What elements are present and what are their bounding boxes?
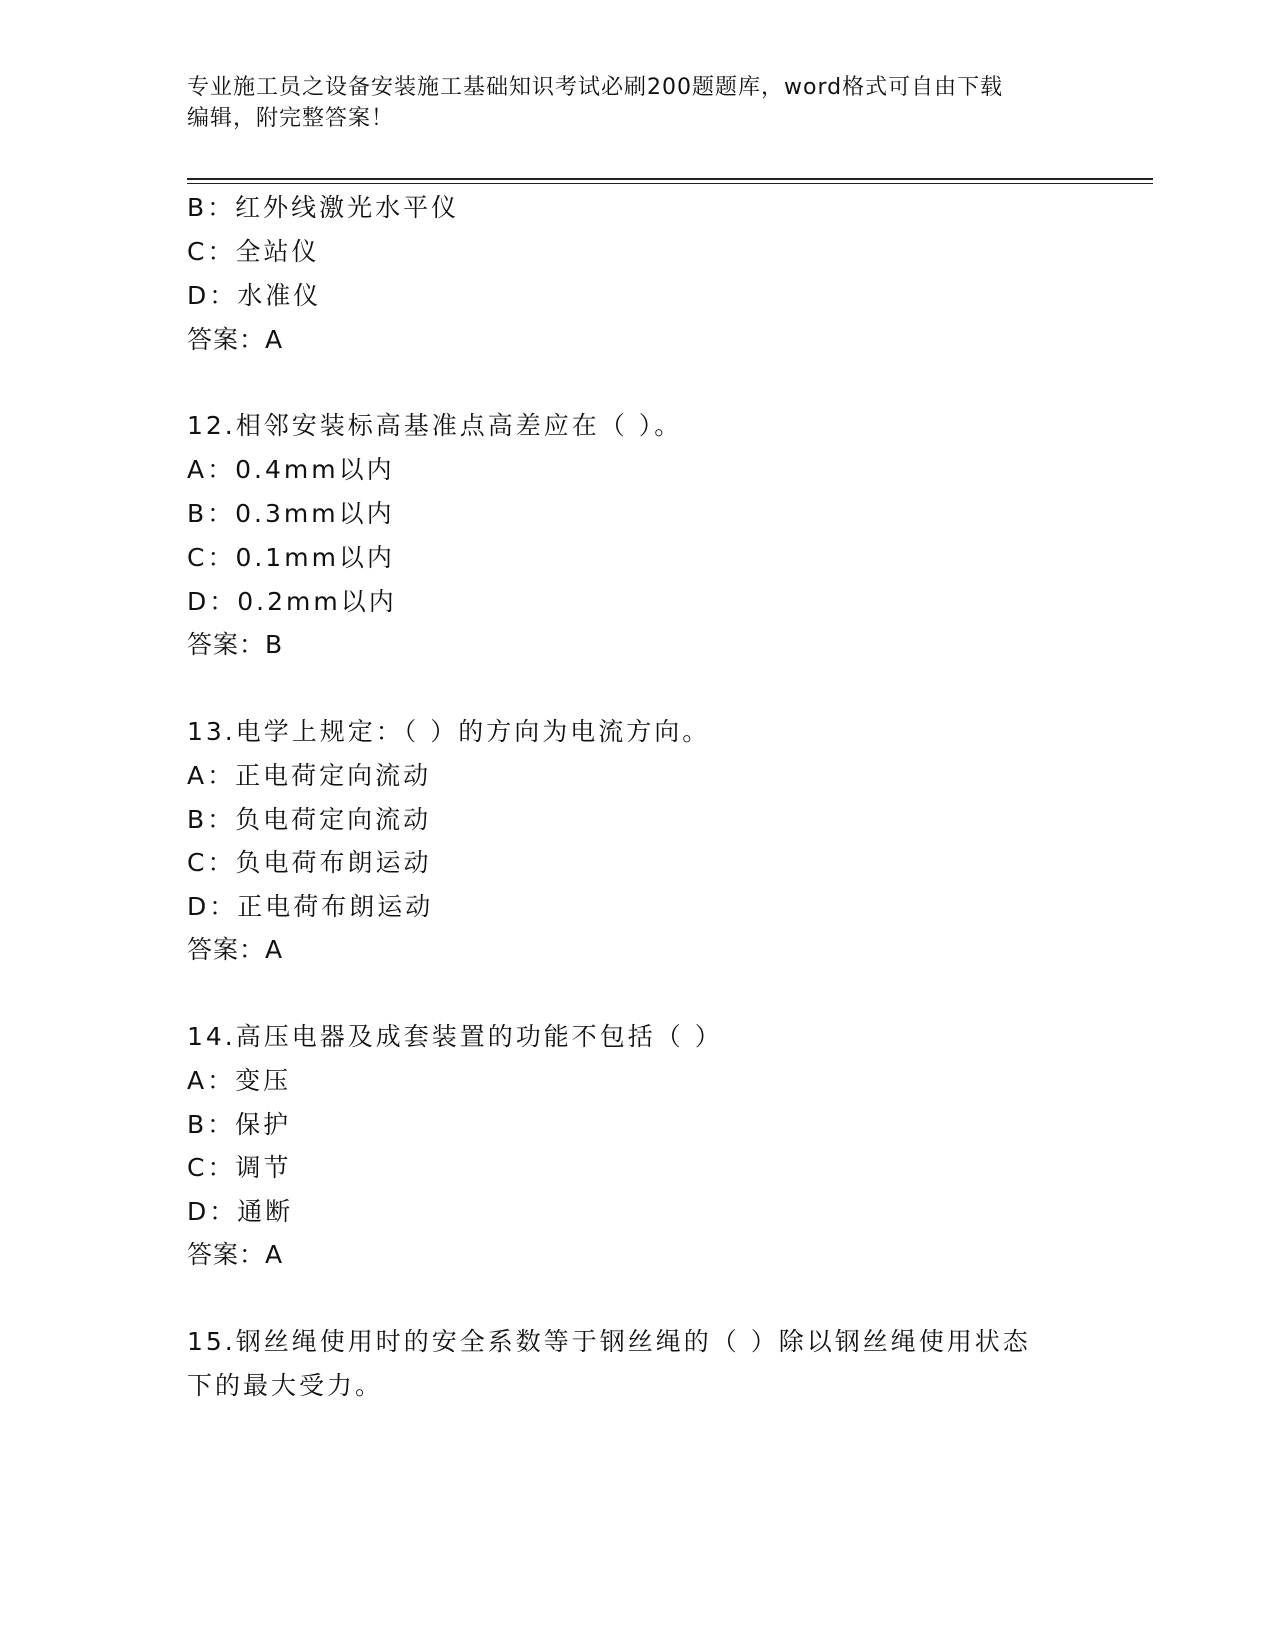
header-line-2: 编辑，附完整答案！ bbox=[187, 106, 395, 131]
header-divider-thin bbox=[187, 183, 1153, 184]
q11-answer: 答案：A bbox=[187, 325, 284, 354]
page-header bbox=[187, 72, 1067, 134]
q13-stem: 13.电学上规定：（ ）的方向为电流方向。 bbox=[187, 717, 711, 746]
q12-option-c: C：0.1mm以内 bbox=[187, 543, 395, 572]
q15-stem-line-1: 15.钢丝绳使用时的安全系数等于钢丝绳的（ ）除以钢丝绳使用状态 bbox=[187, 1327, 1031, 1356]
q14-stem: 14.高压电器及成套装置的功能不包括（ ） bbox=[187, 1022, 723, 1051]
q14-option-d: D：通断 bbox=[187, 1197, 294, 1226]
q15-stem-line-2: 下的最大受力。 bbox=[187, 1371, 384, 1400]
q13-option-d: D：正电荷布朗运动 bbox=[187, 892, 434, 921]
header-divider-thick bbox=[187, 178, 1153, 180]
q14-option-a: A：变压 bbox=[187, 1066, 292, 1095]
q14-answer: 答案：A bbox=[187, 1240, 284, 1269]
q12-option-b: B：0.3mm以内 bbox=[187, 499, 395, 528]
q12-option-d: D：0.2mm以内 bbox=[187, 587, 397, 616]
q13-option-b: B：负电荷定向流动 bbox=[187, 805, 432, 834]
q13-option-a: A：正电荷定向流动 bbox=[187, 761, 432, 790]
q12-stem: 12.相邻安装标高基准点高差应在（ ）。 bbox=[187, 411, 683, 440]
q12-option-a: A：0.4mm以内 bbox=[187, 455, 395, 484]
q13-option-c: C：负电荷布朗运动 bbox=[187, 848, 432, 877]
q14-option-c: C：调节 bbox=[187, 1153, 292, 1182]
q14-option-b: B：保护 bbox=[187, 1110, 292, 1139]
header-line-1: 专业施工员之设备安装施工基础知识考试必刷200题题库，word格式可自由下载 bbox=[187, 75, 1004, 100]
q12-answer: 答案：B bbox=[187, 630, 284, 659]
q11-option-c: C：全站仪 bbox=[187, 237, 320, 266]
q13-answer: 答案：A bbox=[187, 935, 284, 964]
q11-option-d: D：水准仪 bbox=[187, 281, 322, 310]
q11-option-b: B：红外线激光水平仪 bbox=[187, 193, 460, 222]
